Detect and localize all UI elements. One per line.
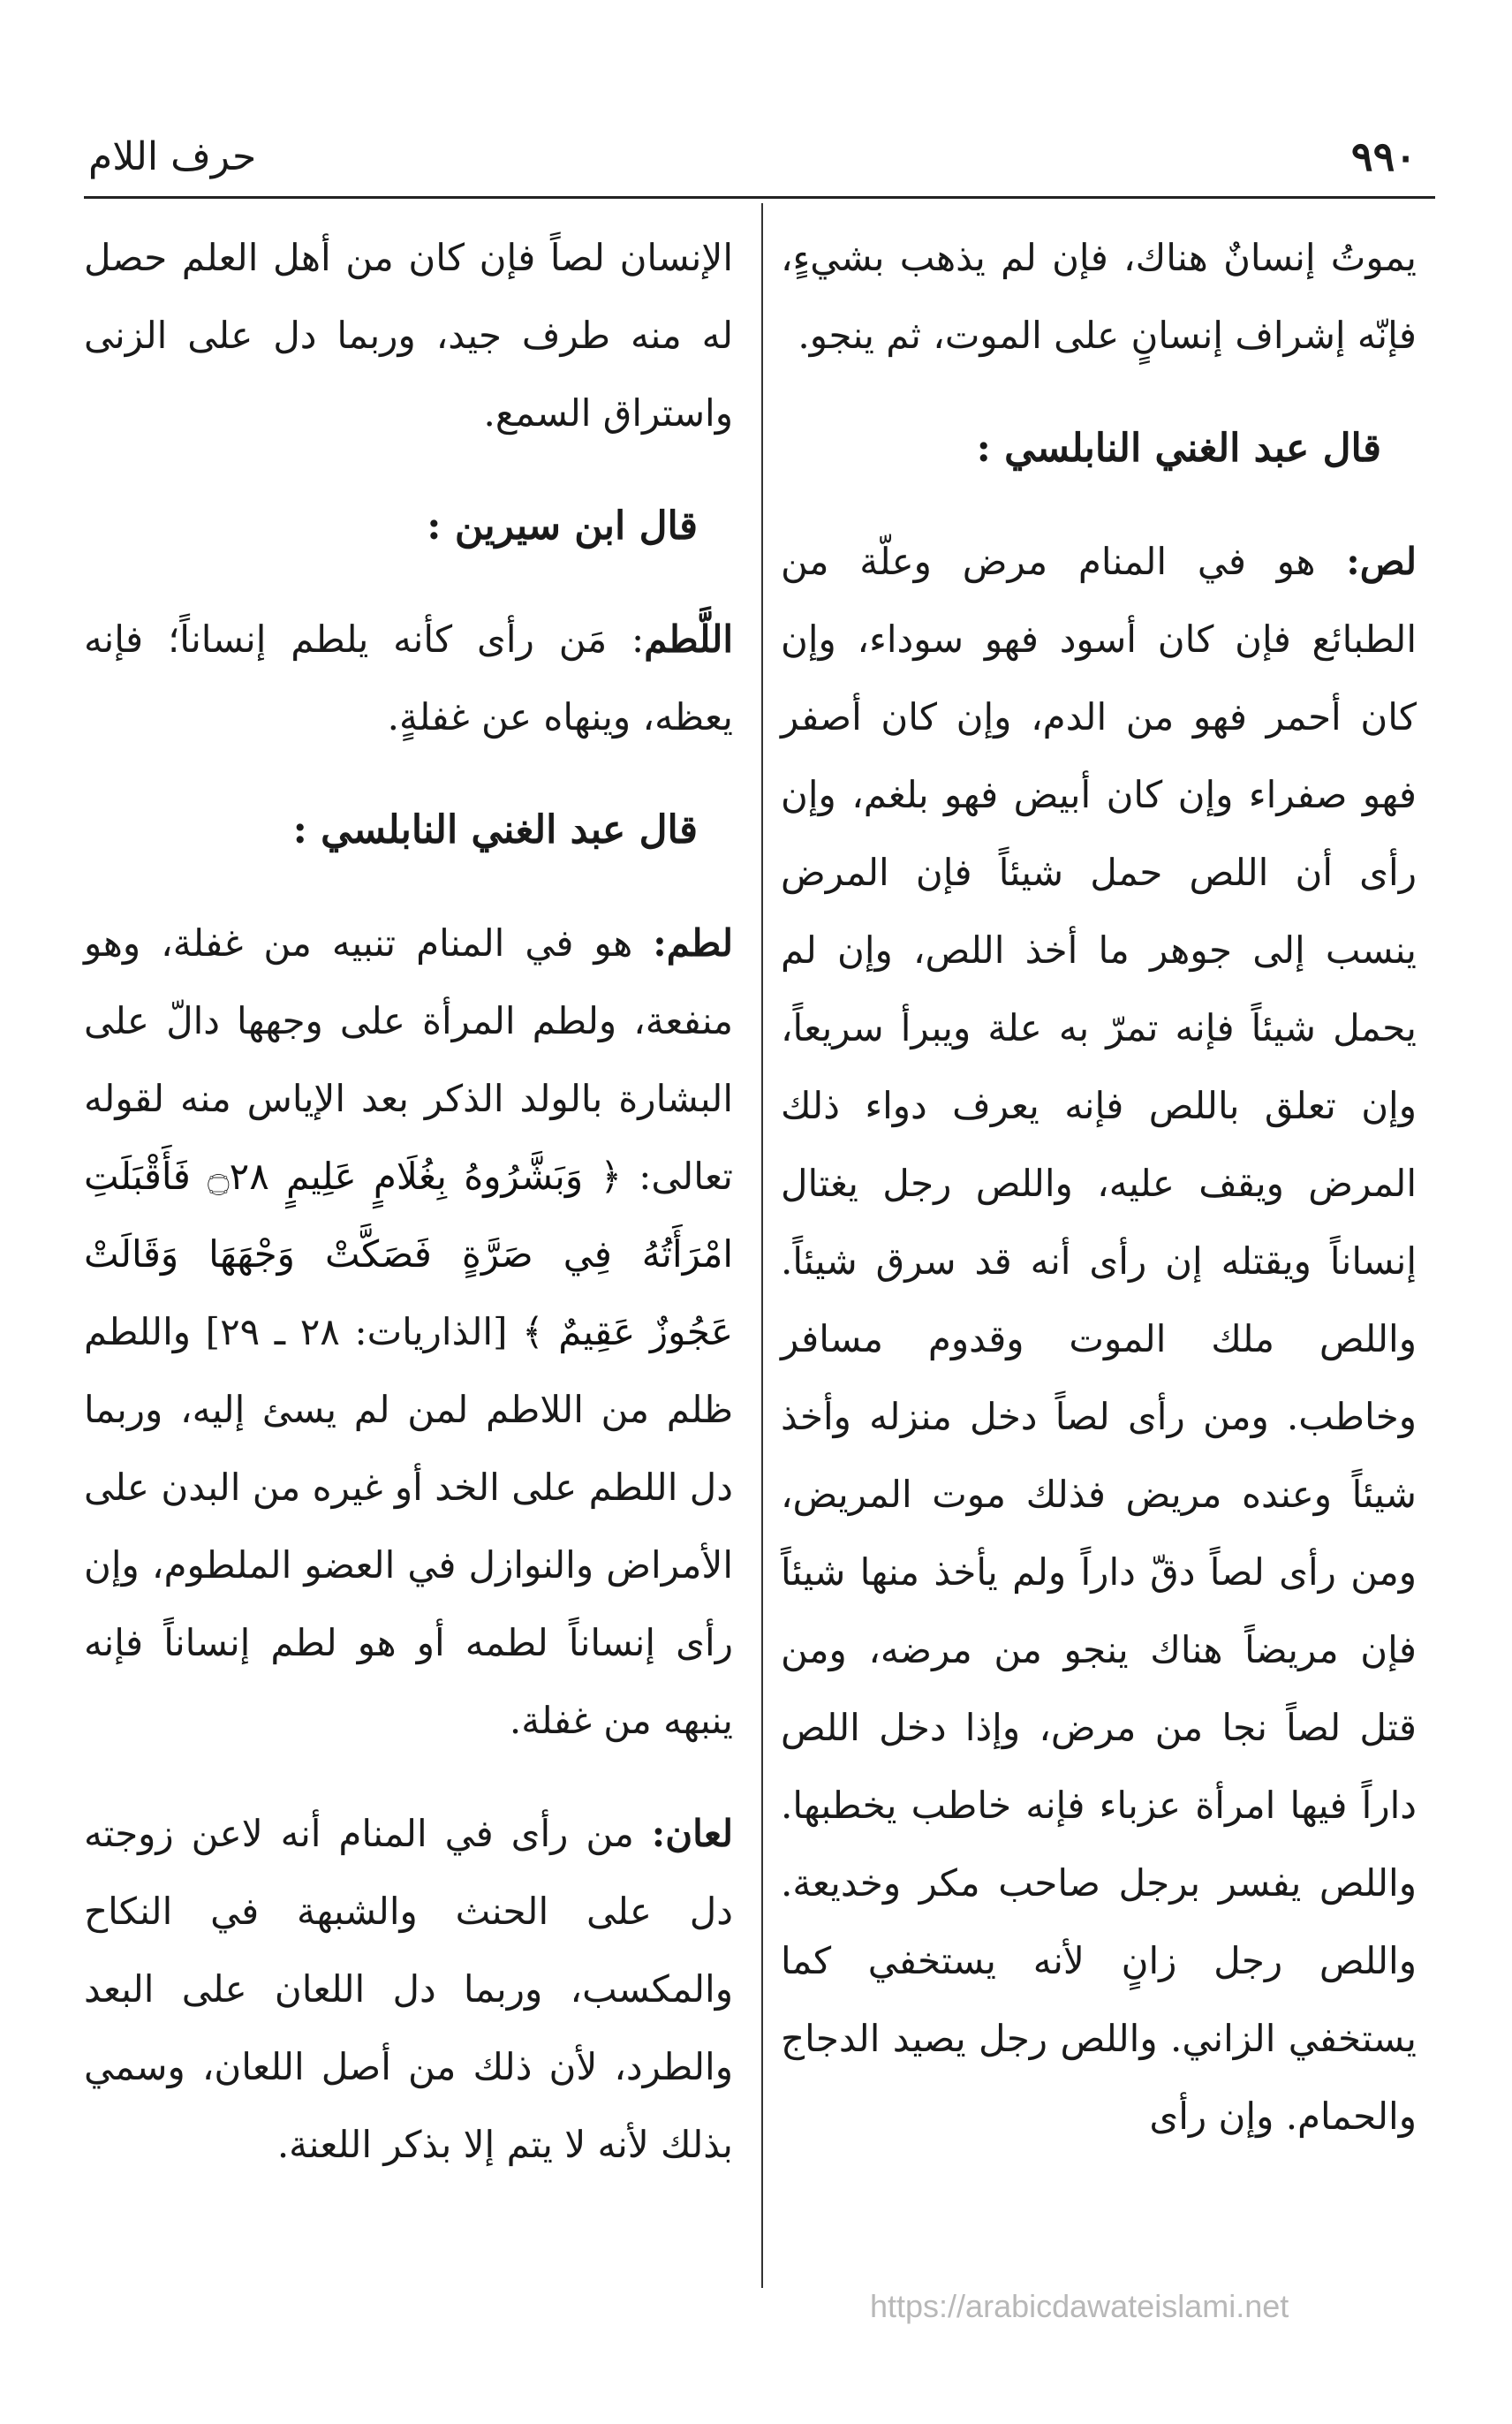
quran-verse: ﴿ وَبَشَّرُوهُ بِغُلَامٍ عَلِيمٍ ۝٢٨ فَأَقْبَلَتِ امْرَأَتُهُ فِي صَرَّةٍ فَصَكَّتْ وَجْهَهَا وَقَالَتْ عَجُوزٌ عَقِيمٌ ﴾ xyxy=(84,1155,734,1353)
header-rule xyxy=(84,196,1435,199)
entry-lis xyxy=(781,523,1417,2155)
entry-latm xyxy=(84,905,733,1760)
section-heading: قال عبد الغني النابلسي : xyxy=(976,426,1381,471)
left-column xyxy=(84,219,733,2219)
continuation-paragraph: يموتُ إنسانٌ هناك، فإن لم يذهب بشيءٍ، فإنّه إشراف إنسانٍ على الموت، ثم ينجو. xyxy=(781,236,1417,357)
entry-heading: لص: xyxy=(1346,540,1417,583)
entry-lian xyxy=(84,1795,733,2184)
watermark-url: https://arabicdawateislami.net xyxy=(870,2288,1289,2324)
entry-heading: لطم: xyxy=(653,921,733,965)
section-heading: قال عبد الغني النابلسي : xyxy=(292,807,698,852)
entry-body: هو في المنام مرض وعلّة من الطبائع فإن كان أسود فهو سوداء، وإن كان أحمر فهو من الدم، وإن كان أصفر فهو صفراء وإن كان أبيض فهو بلغم، وإن رأى أن اللص حمل شيئاً فإن المرض ينسب إلى جوهر ما أخذ اللص، وإن لم يحمل شيئاً فإنه تمرّ به علة ويبرأ سريعاً، وإن تعلق باللص فإنه يعرف دواء ذلك المرض ويقف عليه، واللص رجل يغتال إنساناً ويقتله إن رأى أنه قد سرق شيئاً. واللص ملك الموت وقدوم مسافر وخاطب. ومن رأى لصاً دخل منزله وأخذ شيئاً وعنده مريض فذلك موت المريض، ومن رأى لصاً دقّ داراً ولم يأخذ منها شيئاً فإن مريضاً هناك ينجو من مرضه، ومن قتل لصاً نجا من مرض، وإذا دخل اللص داراً فيها امرأة عزباء فإنه خاطب يخطبها. واللص يفسر برجل صاحب مكر وخديعة. واللص رجل زانٍ لأنه يستخفي كما يستخفي الزاني. واللص رجل يصيد الدجاج والحمام. وإن رأى xyxy=(781,540,1417,2138)
right-column xyxy=(781,219,1417,2191)
running-head: حرف اللام xyxy=(88,134,257,179)
entry-body-continued: [الذاريات: ٢٨ ـ ٢٩] واللطم ظلم من اللاطم لمن لم يسئ إليه، وربما دل اللطم على الخد أو غيره من البدن على الأمراض والنوازل في العضو الملطوم، وإن رأى إنساناً لطمه أو هو لطم إنساناً فإنه ينبهه من غفلة. xyxy=(84,1310,733,1742)
entry-body: : مَن رأى كأنه يلطم إنساناً؛ فإنه يعظه، وينهاه عن غفلةٍ. xyxy=(84,617,733,739)
entry-heading: لعان: xyxy=(651,1812,733,1855)
entry-heading: اللَّطم xyxy=(644,617,733,661)
page-number: ٩٩٠ xyxy=(1350,133,1417,180)
column-divider xyxy=(761,203,763,2288)
entry-allatm xyxy=(84,601,733,756)
continuation-paragraph: الإنسان لصاً فإن كان من أهل العلم حصل له منه طرف جيد، وربما دل على الزنى واستراق السمع. xyxy=(84,236,733,435)
entry-body: من رأى في المنام أنه لاعن زوجته دل على الحنث والشبهة في النكاح والمكسب، وربما دل اللعان على البعد والطرد، لأن ذلك من أصل اللعان، وسمي بذلك لأنه لا يتم إلا بذكر اللعنة. xyxy=(84,1812,733,2166)
entry-body: هو في المنام تنبيه من غفلة، وهو منفعة، ولطم المرأة على وجهها دالّ على البشارة بالولد الذكر بعد الإياس منه لقوله تعالى: xyxy=(84,921,733,1198)
section-heading: قال ابن سيرين : xyxy=(427,504,698,549)
